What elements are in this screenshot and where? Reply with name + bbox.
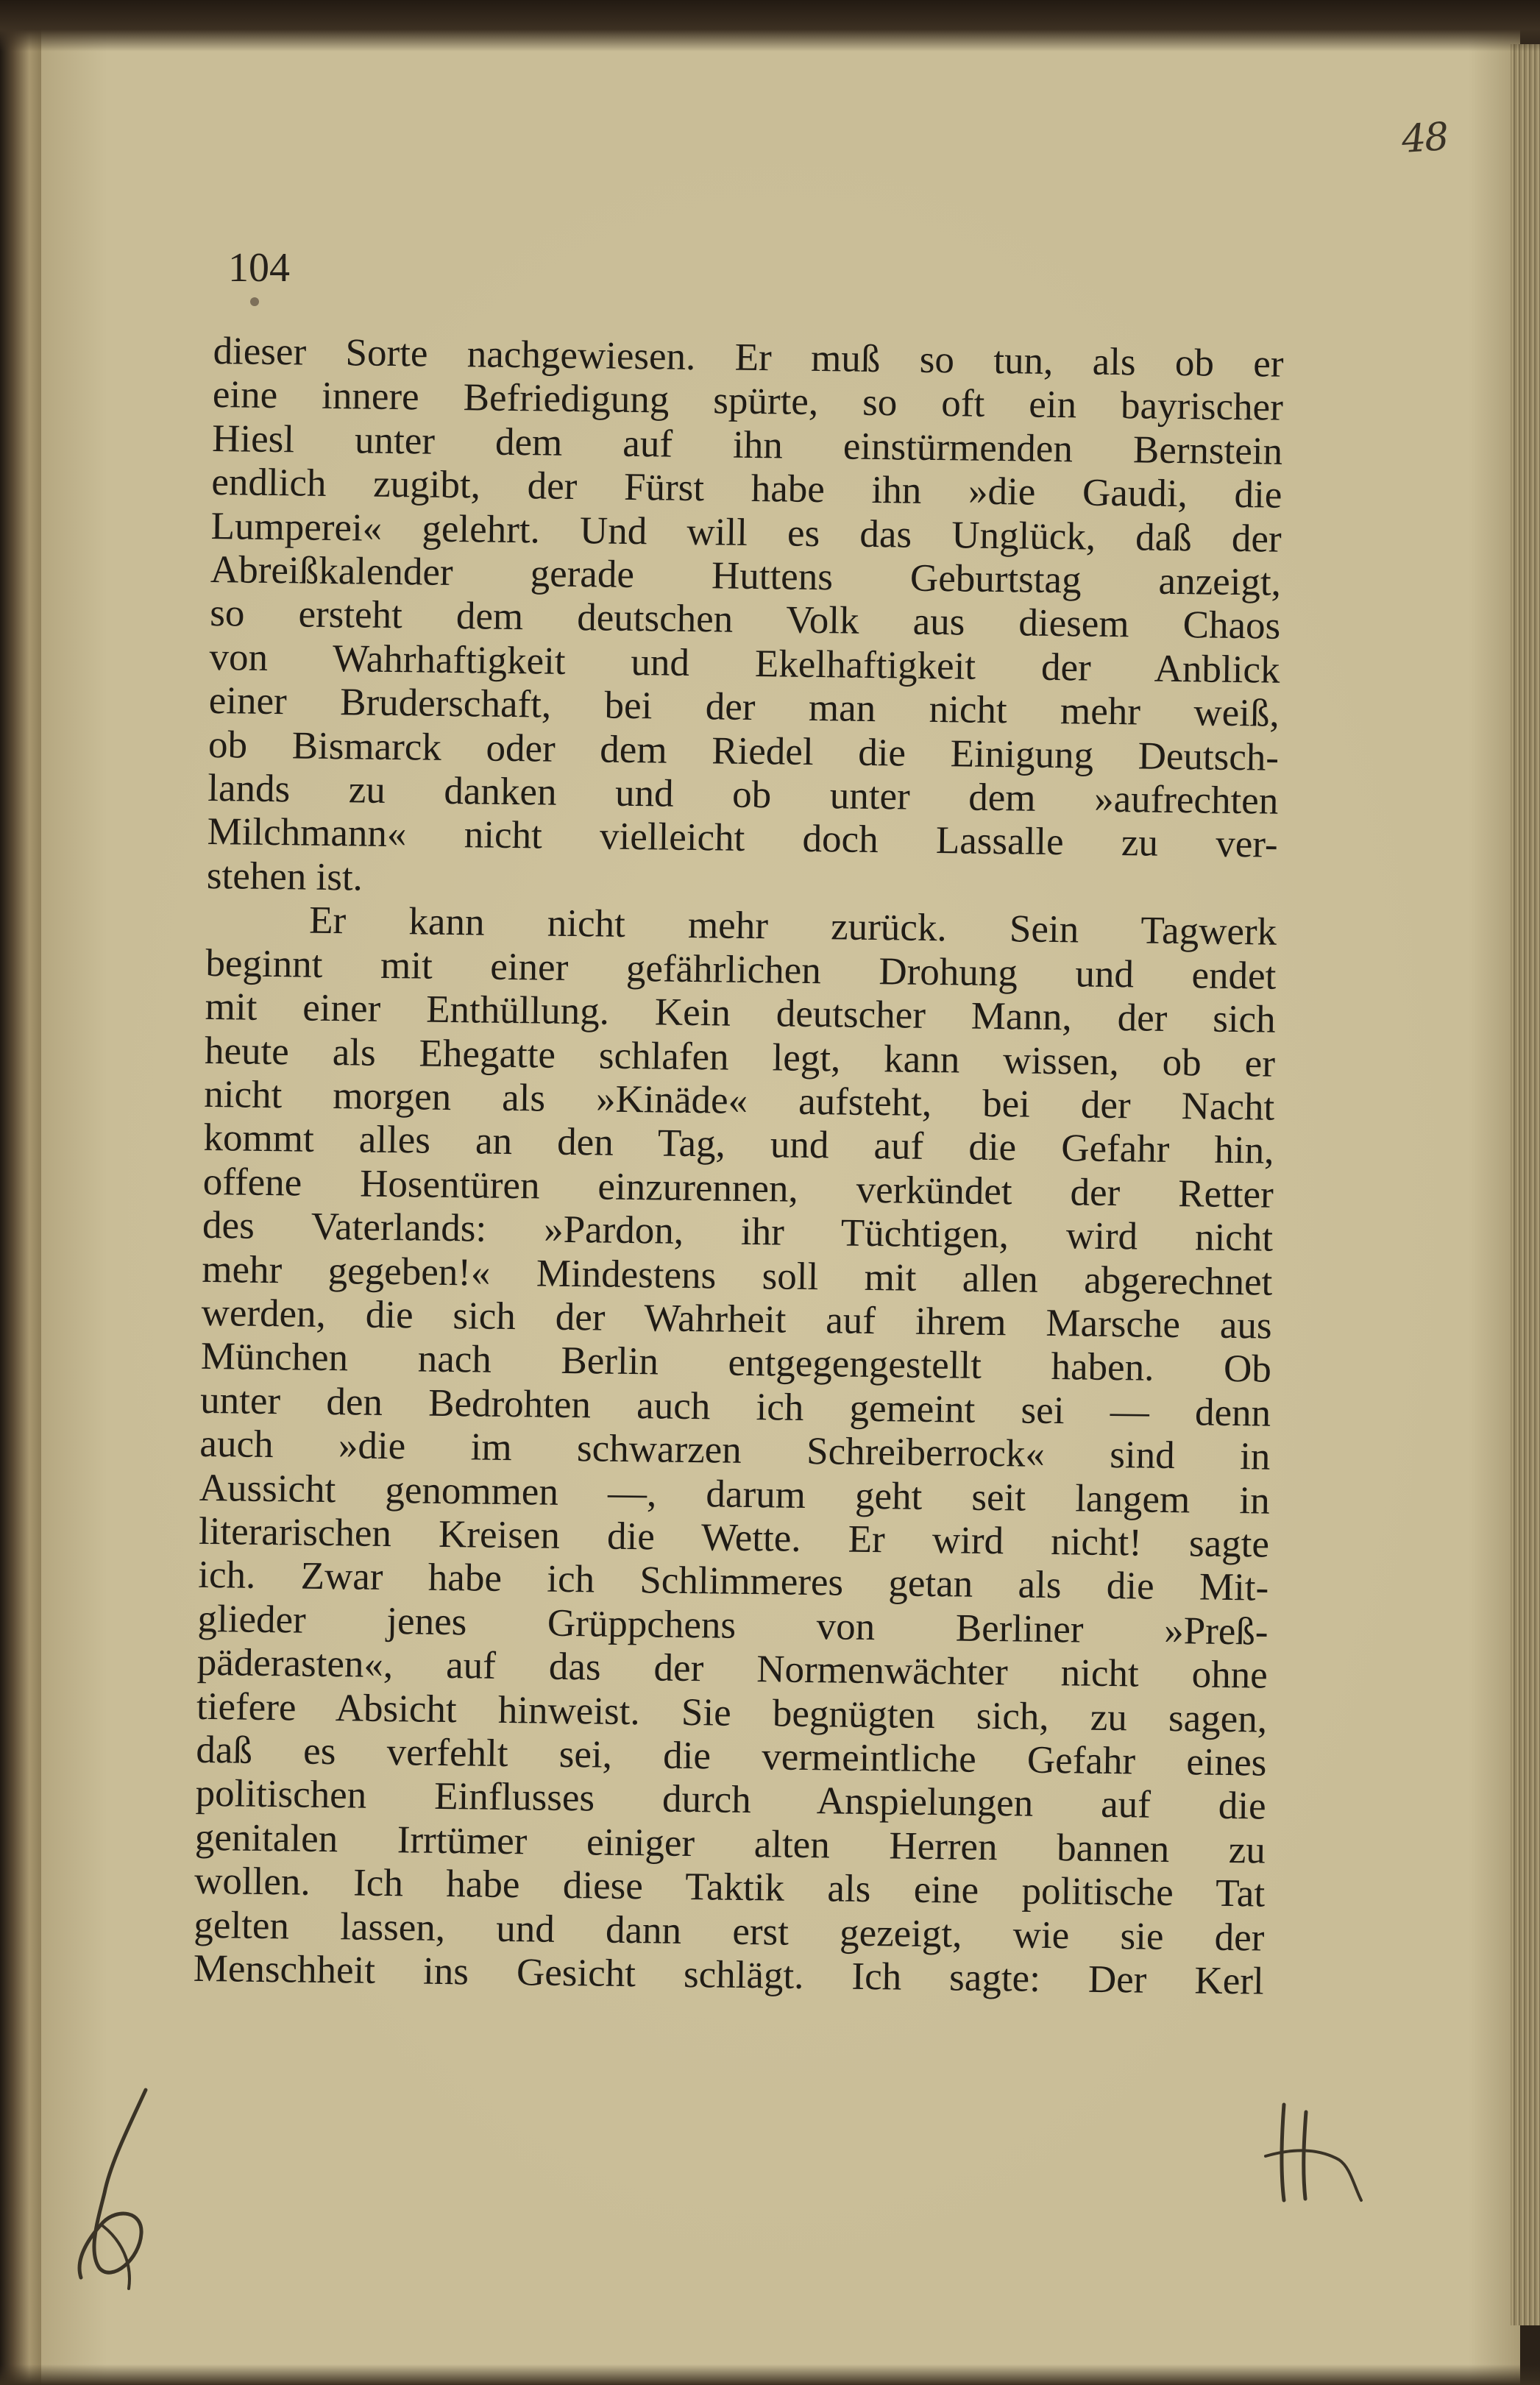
text-line: mehr gegeben!« Mindestens soll mit allen abgerechnet <box>202 1247 1273 1304</box>
text-line: auch »die im schwarzen Schreiberrock« sind in <box>199 1422 1271 1478</box>
text-line: des Vaterlands: »Pardon, ihr Tüchtigen, wird nicht <box>202 1204 1274 1260</box>
text-line: unter den Bedrohten auch ich gemeint sei — denn <box>199 1378 1271 1435</box>
text-line: nicht morgen als »Kinäde« aufsteht, bei der Nacht <box>203 1072 1275 1129</box>
text-line: Milchmann« nicht vielleicht doch Lassalle zu ver- <box>207 810 1278 867</box>
text-line: politischen Einflusses durch Anspielungen auf die <box>195 1772 1266 1829</box>
text-line: genitalen Irrtümer einiger alten Herren bannen zu <box>194 1815 1266 1872</box>
text-line-paragraph-end: stehen ist. <box>206 854 363 899</box>
text-line: heute als Ehegatte schlafen legt, kann wissen, ob er <box>204 1029 1276 1085</box>
text-line: endlich zugibt, der Fürst habe ihn »die Gaudi, die <box>211 461 1282 517</box>
text-line: beginnt mit einer gefährlichen Drohung und endet <box>205 941 1277 998</box>
handwritten-mark-left <box>59 2075 184 2296</box>
text-line: glieder jenes Grüppchens von Berliner »Preß- <box>197 1597 1268 1654</box>
text-line: von Wahrhaftigkeit und Ekelhaftigkeit der Anblick <box>209 635 1280 692</box>
text-line: daß es verfehlt sei, die vermeintliche Gefahr eines <box>196 1728 1267 1785</box>
text-line: Lumperei« gelehrt. Und will es das Unglück, daß der <box>210 504 1282 561</box>
handwritten-initial-right <box>1251 2090 1369 2215</box>
text-line: so ersteht dem deutschen Volk aus diesem Chaos <box>209 592 1281 648</box>
ink-speck <box>250 297 259 306</box>
page-edge-stack <box>1511 44 1540 2325</box>
text-line: ich. Zwar habe ich Schlimmeres getan als die Mit- <box>197 1553 1269 1610</box>
text-line: päderasten«, auf das der Normenwächter nicht ohne <box>196 1641 1268 1697</box>
text-line: dieser Sorte nachgewiesen. Er muß so tun, als ob er <box>213 330 1284 386</box>
text-line: werden, die sich der Wahrheit auf ihrem Marsche aus <box>201 1291 1272 1347</box>
text-line: ob Bismarck oder dem Riedel die Einigung Deutsch- <box>207 723 1280 779</box>
bottom-shadow <box>0 2364 1540 2385</box>
text-line: Hiesl unter dem auf ihn einstürmenden Bernstein <box>211 417 1283 473</box>
text-line: Aussicht genommen —, darum geht seit langem in <box>199 1466 1271 1523</box>
text-line-paragraph-start: Er kann nicht mehr zurück. Sein Tagwerk <box>308 899 1277 954</box>
text-line: tiefere Absicht hinweist. Sie begnügten sich, zu sagen, <box>196 1684 1268 1741</box>
body-text <box>193 330 1283 2004</box>
handwritten-folio-number: 48 <box>1399 114 1449 163</box>
top-shadow <box>0 0 1540 52</box>
text-line: wollen. Ich habe diese Taktik als eine politische Tat <box>194 1860 1266 1916</box>
text-line: Menschheit ins Gesicht schlägt. Ich sagte: Der Kerl <box>193 1946 1265 2003</box>
text-line: eine innere Befriedigung spürte, so oft ein bayrischer <box>212 373 1284 430</box>
text-line: einer Bruderschaft, bei der man nicht mehr weiß, <box>208 679 1280 735</box>
adjacent-page-edge <box>0 0 41 2385</box>
page-number: 104 <box>228 245 290 291</box>
text-line: München nach Berlin entgegengestellt haben. Ob <box>200 1335 1272 1392</box>
text-line: kommt alles an den Tag, und auf die Gefahr hin, <box>203 1116 1274 1173</box>
text-line: literarischen Kreisen die Wette. Er wird nicht! sagte <box>198 1509 1270 1566</box>
text-line: lands zu danken und ob unter dem »aufrechten <box>207 767 1279 823</box>
text-line: offene Hosentüren einzurennen, verkündet der Retter <box>202 1160 1274 1216</box>
text-line: gelten lassen, und dann erst gezeigt, wie sie der <box>194 1903 1265 1960</box>
text-line: Abreißkalender gerade Huttens Geburtstag anzeigt, <box>210 548 1282 604</box>
text-line: mit einer Enthüllung. Kein deutscher Mann, der sich <box>205 985 1277 1041</box>
